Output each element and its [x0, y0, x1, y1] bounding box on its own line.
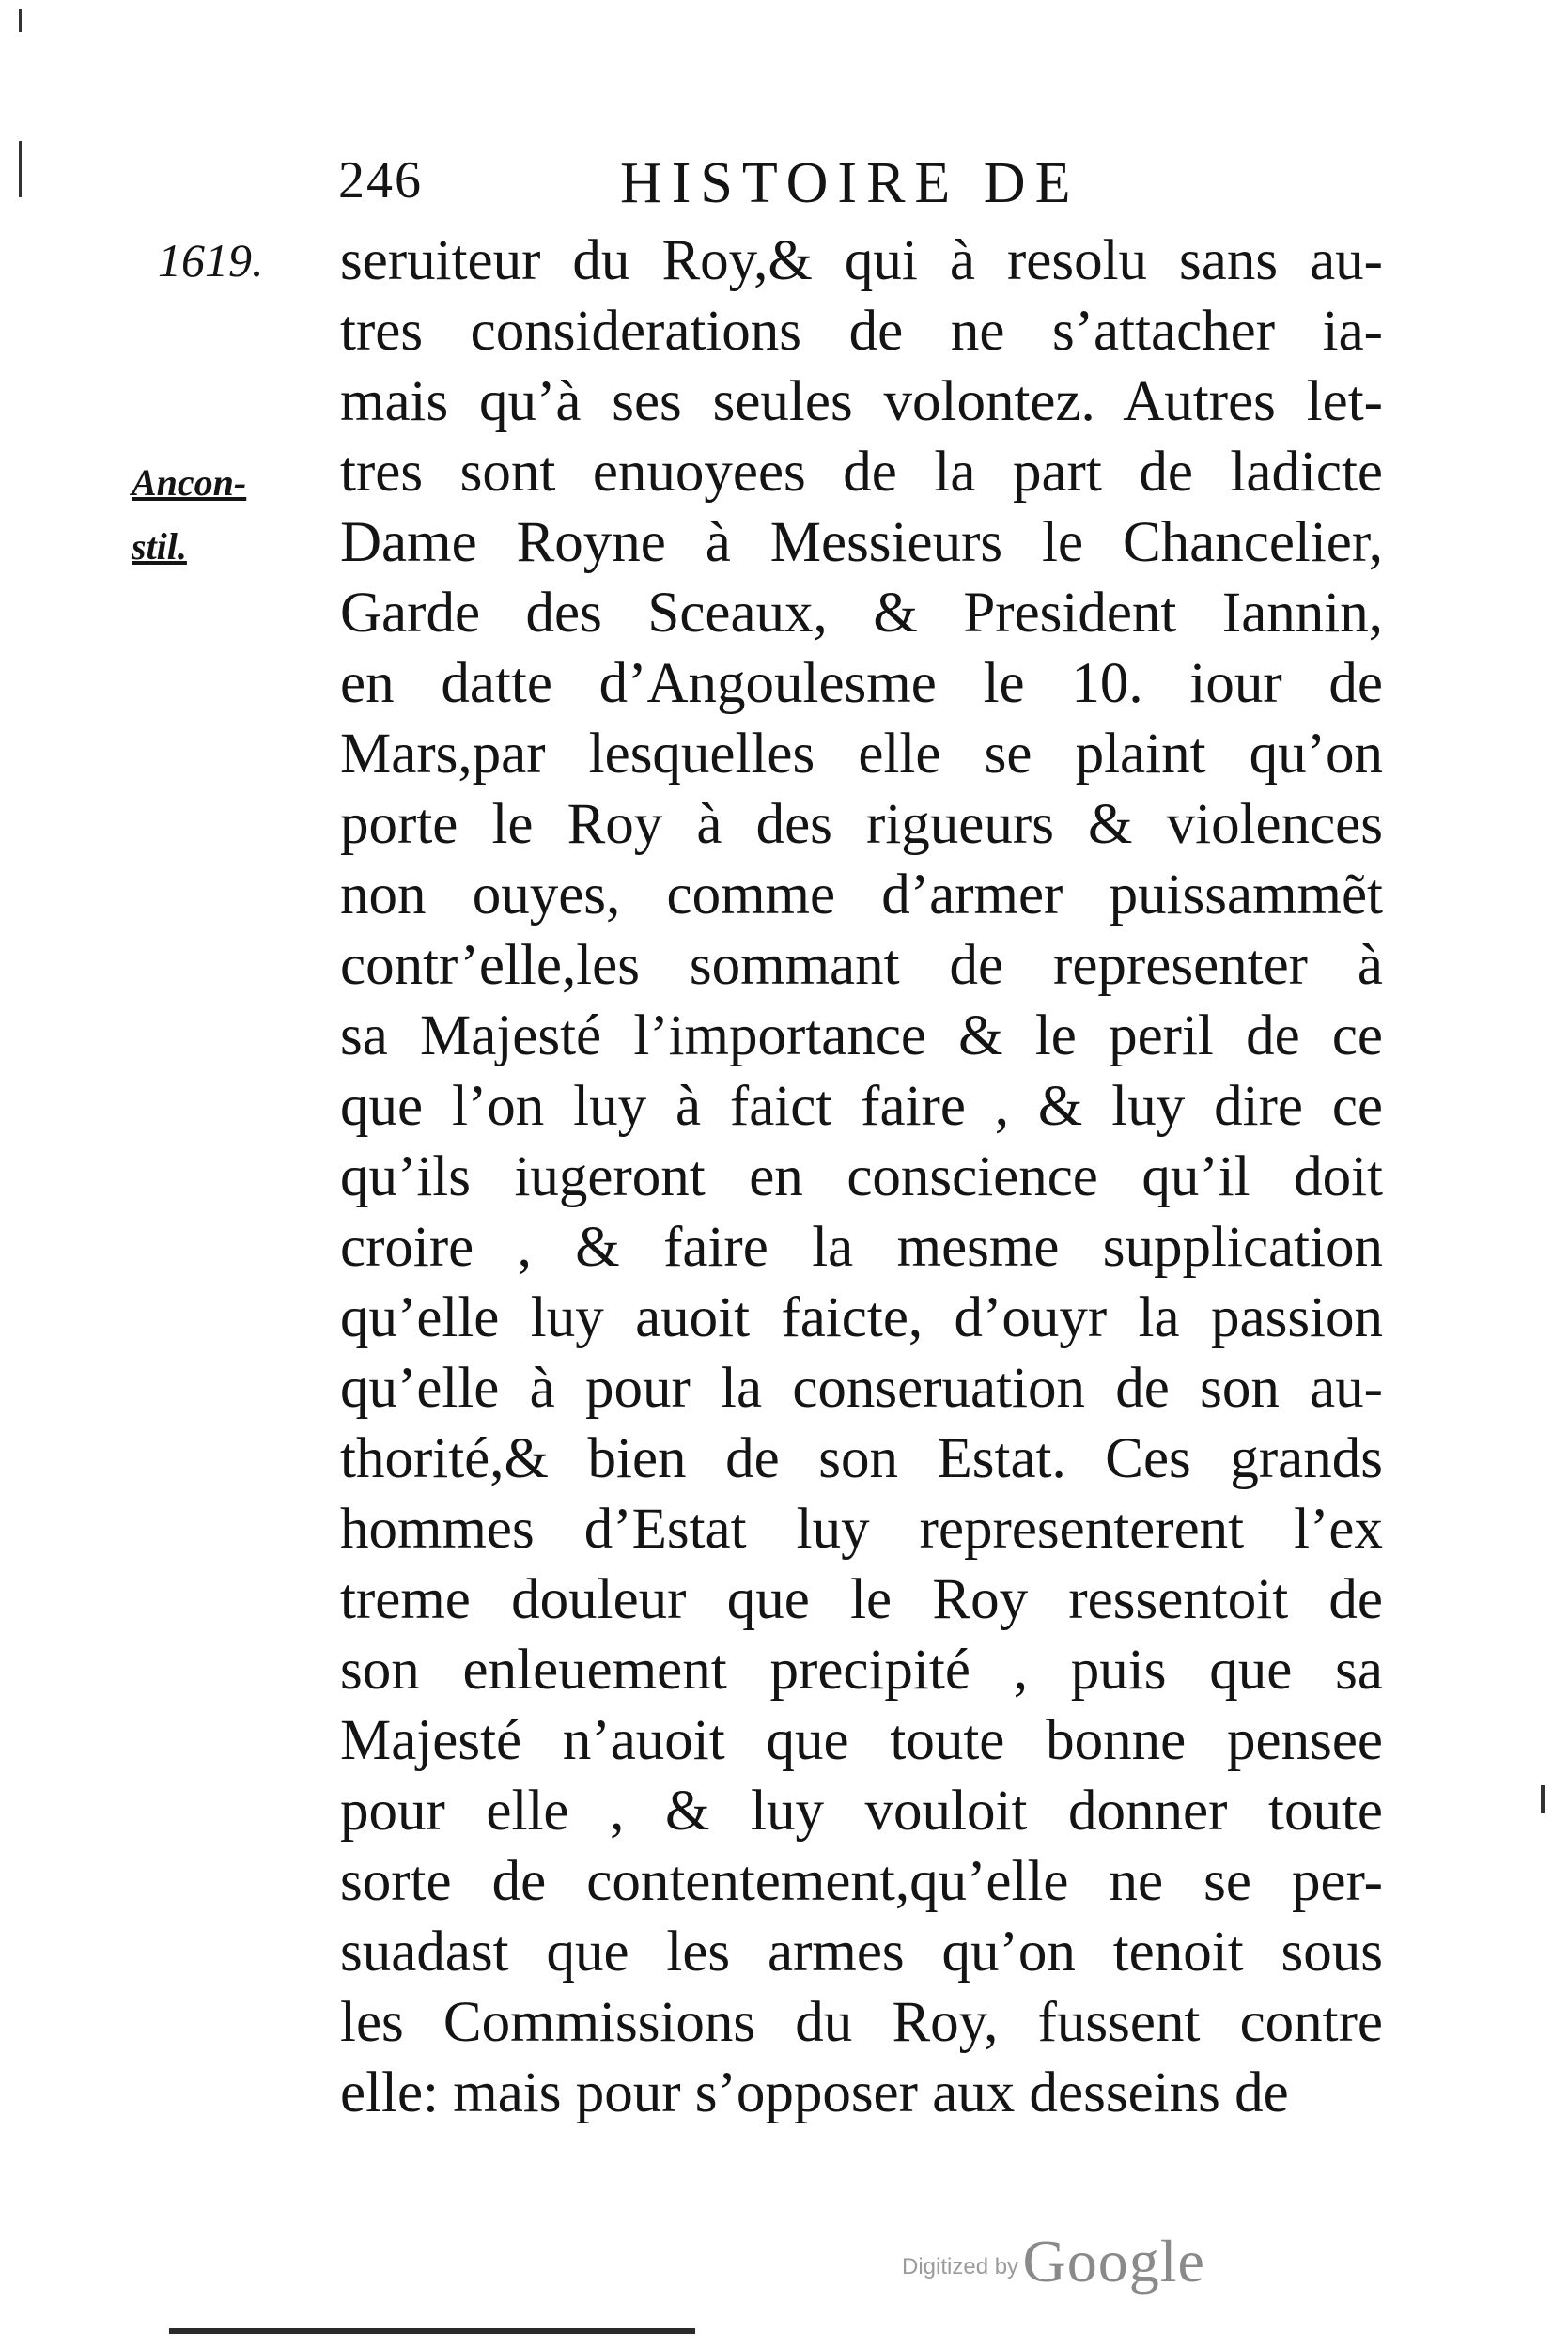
text-line: qu’ils iugeront en conscience qu’il doit	[340, 1145, 1383, 1208]
text-line: croire , & faire la mesme supplication	[340, 1216, 1383, 1279]
running-head	[338, 150, 1240, 226]
text-line: hommes d’Estat luy representerent l’ex	[340, 1498, 1383, 1561]
text-line: Mars,par lesquelles elle se plaint qu’on	[340, 723, 1383, 786]
page-number: 246	[338, 151, 423, 210]
text-line: treme douleur que le Roy ressentoit de	[340, 1568, 1383, 1631]
text-line: en datte d’Angoulesme le 10. iour de	[340, 652, 1383, 715]
text-line: les Commissions du Roy, fussent contre	[340, 1991, 1383, 2054]
text-line: seruiteur du Roy,& qui à resolu sans au-	[340, 229, 1383, 292]
text-line: tres considerations de ne s’attacher ia-	[340, 300, 1383, 363]
marginal-note-line: Ancon-	[132, 461, 247, 504]
text-line: porte le Roy à des rigueurs & violences	[340, 793, 1383, 856]
text-line: Dame Royne à Messieurs le Chancelier,	[340, 511, 1383, 574]
text-line: suadast que les armes qu’on tenoit sous	[340, 1921, 1383, 1983]
text-line: non ouyes, comme d’armer puissammẽt	[340, 863, 1383, 926]
margin-year: 1619.	[158, 234, 264, 287]
running-title: HISTOIRE DE	[620, 151, 1080, 215]
watermark-prefix: Digitized by	[902, 2254, 1019, 2279]
text-line: mais qu’à ses seules volontez. Autres let-	[340, 370, 1383, 433]
text-line: elle: mais pour s’opposer aux desseins de	[340, 2061, 1289, 2124]
text-line: contr’elle,les sommant de representer à	[340, 934, 1383, 997]
text-line: son enleuement precipité , puis que sa	[340, 1639, 1383, 1702]
scan-edge-mark	[19, 9, 22, 32]
scan-edge-mark	[1541, 1785, 1545, 1813]
text-line: qu’elle à pour la conseruation de son au-	[340, 1357, 1383, 1420]
text-line: pour elle , & luy vouloit donner toute	[340, 1780, 1383, 1843]
body-text	[340, 226, 1383, 2128]
scan-bottom-rule	[169, 2328, 695, 2334]
text-line: Majesté n’auoit que toute bonne pensee	[340, 1709, 1383, 1772]
marginal-note	[132, 451, 247, 579]
marginal-note-line: stil.	[132, 525, 187, 568]
text-line: Garde des Sceaux, & President Iannin,	[340, 582, 1383, 645]
scan-edge-mark	[19, 141, 22, 197]
text-line: thorité,& bien de son Estat. Ces grands	[340, 1427, 1383, 1490]
text-line: sorte de contentement,qu’elle ne se per-	[340, 1850, 1383, 1913]
google-logo: Google	[1022, 2228, 1205, 2295]
text-line: que l’on luy à faict faire , & luy dire ce	[340, 1075, 1383, 1138]
text-line: sa Majesté l’importance & le peril de ce	[340, 1004, 1383, 1067]
text-line: tres sont enuoyees de la part de ladicte	[340, 441, 1383, 504]
text-line: qu’elle luy auoit faicte, d’ouyr la passion	[340, 1286, 1383, 1349]
digitized-watermark	[902, 2227, 1205, 2296]
